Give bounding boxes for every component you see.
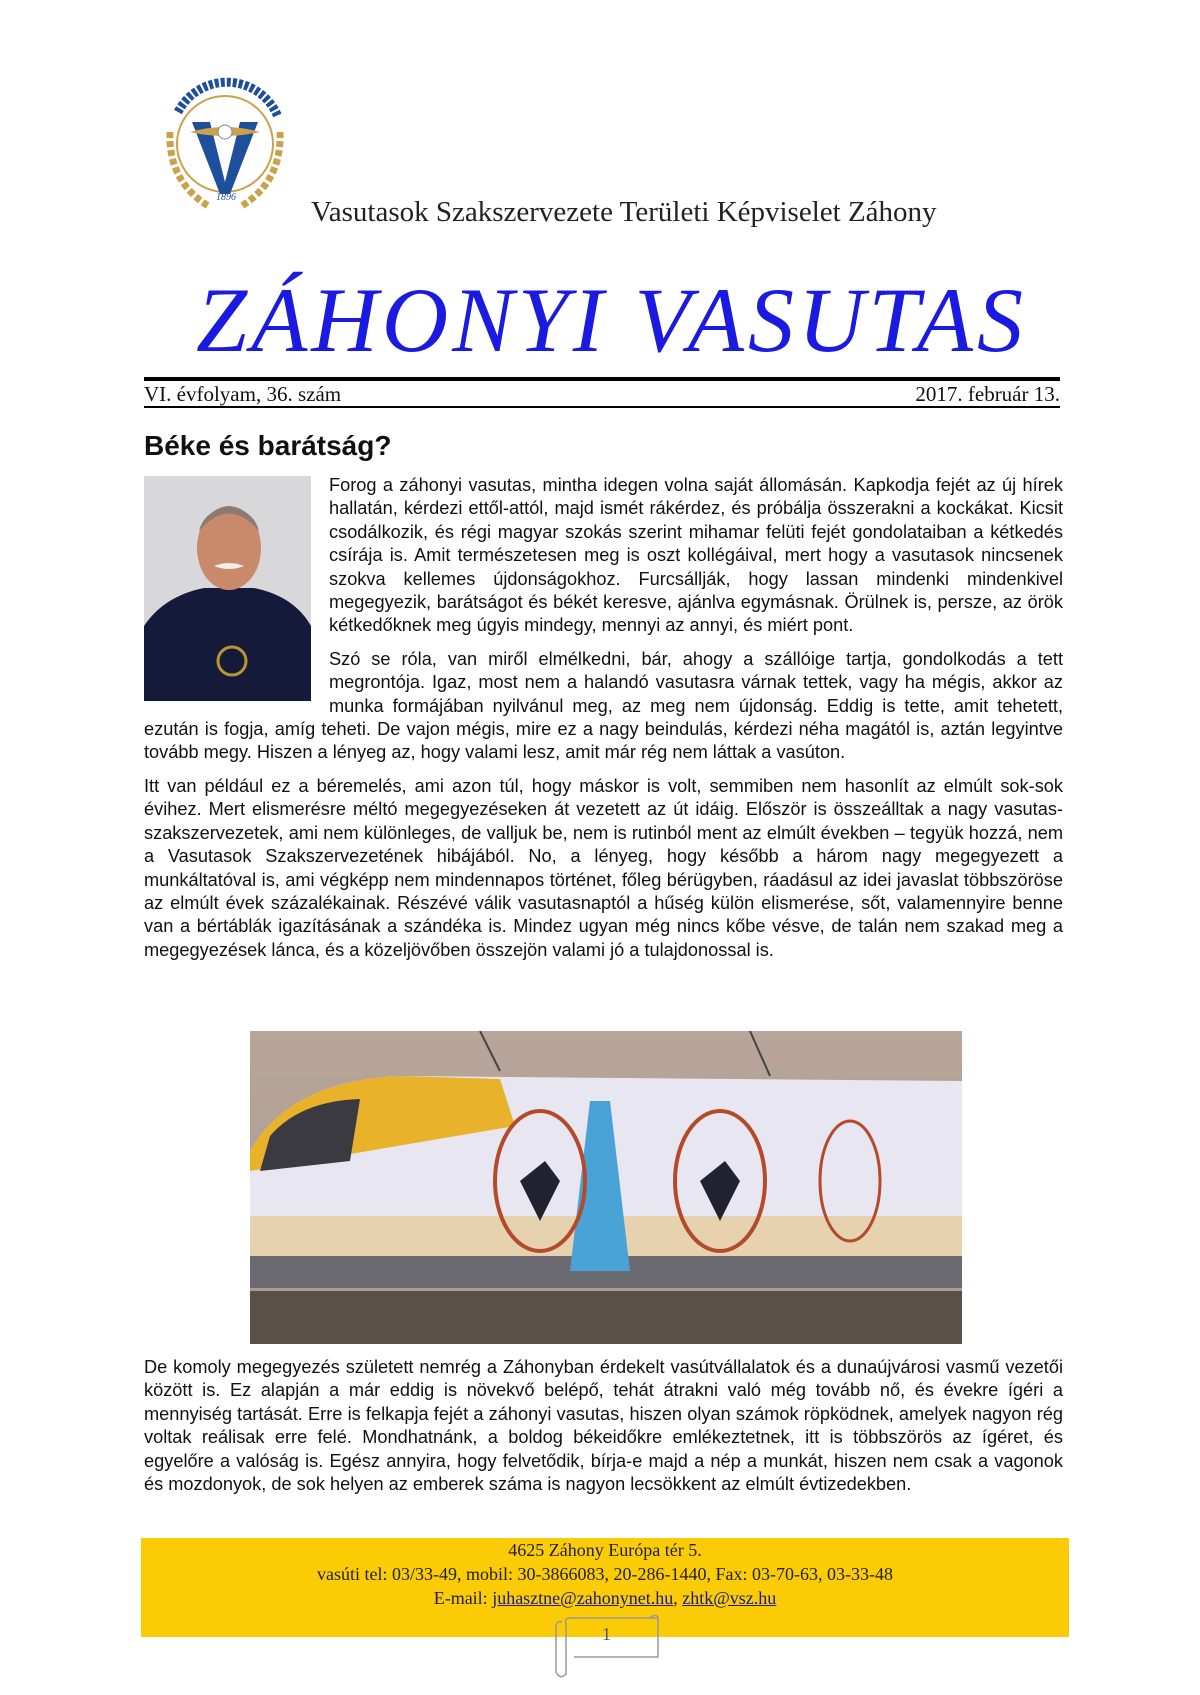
issue-number: VI. évfolyam, 36. szám xyxy=(144,382,342,406)
author-portrait xyxy=(144,476,311,701)
issue-date: 2017. február 13. xyxy=(915,382,1060,406)
svg-text:1896: 1896 xyxy=(216,192,236,203)
address: 4625 Záhony Európa tér 5. xyxy=(508,1540,702,1560)
locomotive-photo xyxy=(250,1031,962,1344)
organization-name: Vasutasok Szakszervezete Területi Képviselet Záhony xyxy=(311,196,937,228)
newsletter-title: ZÁHONYI VASUTAS xyxy=(196,269,1027,371)
page-number: 1 xyxy=(602,1624,611,1644)
email-label: E-mail: xyxy=(433,1588,493,1608)
article-body-continued xyxy=(144,1356,1063,1496)
paragraph: Szó se róla, van miről elmélkedni, bár, ahogy a szállóige tartja, gondolkodás a tett megrontója. Igaz, most nem a halandó vasutasra várnak tettek, vagy ha mégis, akkor az munka formájában nyilvánul meg, az meg nem újdonság. Eddig is tette, amit tehetett, ezután is fogja, amíg teheti. De vajon mégis, mire ez a nagy beindulás, kérdezi néha magától is, aztán legyintve tovább megy. Hiszen a lényeg az, hogy valami lesz, amit már rég nem láttak a vasúton. xyxy=(144,648,1063,763)
paragraph: Forog a záhonyi vasutas, mintha idegen volna saját állomásán. Kapkodja fejét az új hírek hallatán, kérdezi ettől-attól, majd ismét rákérdez, és próbálja összerakni a kockákat. Kicsit csodálkozik, és régi magyar szokás szerint mihamar felüti fejét gondolataiban a kétkedés csírája is. Amit természetesen meg is oszt kollégáival, mert hogy a vasutasok nincsenek szokva kellemes újdonságokhoz. Furcsállják, hogy lassan mindenki mindenkivel megegyezik, barátságot és békét keresve, ajánlva egymásnak. Örülnek is, persze, az örök kétkedőknek meg úgyis mindegy, mennyi az annyi, és miért pont. xyxy=(329,475,1063,636)
paragraph: Itt van például ez a béremelés, ami azon túl, hogy máskor is volt, semmiben nem hasonlít az elmúlt sok-sok évihez. Mert elismerésre méltó megegyezéseken át vezetett az út idáig. Először is összeálltak a nagy vasutas-szakszervezetek, ami nem különleges, de valljuk be, nem is rutinból ment az elmúlt években – tegyük hozzá, nem a Vasutasok Szakszervezetének hibájából. No, a lényeg, hogy később a három nagy megegyezett a munkáltatóval is, ami végképp nem mindennapos történet, főleg bérügyben, ráadásul az idei javaslat többszöröse az elmúlt évek százalékainak. Részévé válik vasutasnaptól a hűség külön elismerése, sőt, valamennyire benne van a bértáblák igazításának a szándéka is. Mindez ugyan még nincs kőbe vésve, de talán nem szakad meg a megegyezések lánca, és a közeljövőben összejön valami jó a tulajdonossal is. xyxy=(144,775,1063,960)
page-number-scroll xyxy=(550,1612,665,1680)
article-body xyxy=(144,474,1063,972)
scroll-icon xyxy=(550,1612,665,1680)
email-link-zhtk[interactable]: zhtk@vsz.hu xyxy=(682,1588,777,1608)
top-rule xyxy=(144,377,1060,381)
union-logo xyxy=(150,72,300,222)
bottom-rule xyxy=(144,406,1060,408)
email-separator: , xyxy=(673,1588,683,1608)
paragraph: De komoly megegyezés született nemrég a Záhonyban érdekelt vasútvállalatok és a dunaújvárosi vasmű vezetői között is. Ez alapján a már eddig is növekvő belépő, tehát átrakni való még tovább nő, és évekre ígéri a mennyiség tartását. Erre is felkapja fejét a záhonyi vasutas, hiszen olyan számok röpködnek, amelyek nagyon rég voltak reálisak erre felé. Mondhatnánk, a boldog békeidőkre emlékeztetnek, itt is többszörös az ígéret, és egyelőre a valóság is. Egész annyira, hogy felvetődik, bírja-e majd a nép a munkát, hiszen nem csak a vagonok és mozdonyok, de sok helyen az emberek száma is nagyon lecsökkent az elmúlt évtizedekben. xyxy=(144,1357,1063,1495)
article-heading: Béke és barátság? xyxy=(144,430,392,461)
phone-numbers: vasúti tel: 03/33-49, mobil: 30-3866083, 20-286-1440, Fax: 03-70-63, 03-33-48 xyxy=(317,1564,893,1584)
email-line xyxy=(141,1586,1069,1610)
email-link-juhasztne[interactable]: juhasztne@zahonynet.hu xyxy=(492,1588,674,1608)
